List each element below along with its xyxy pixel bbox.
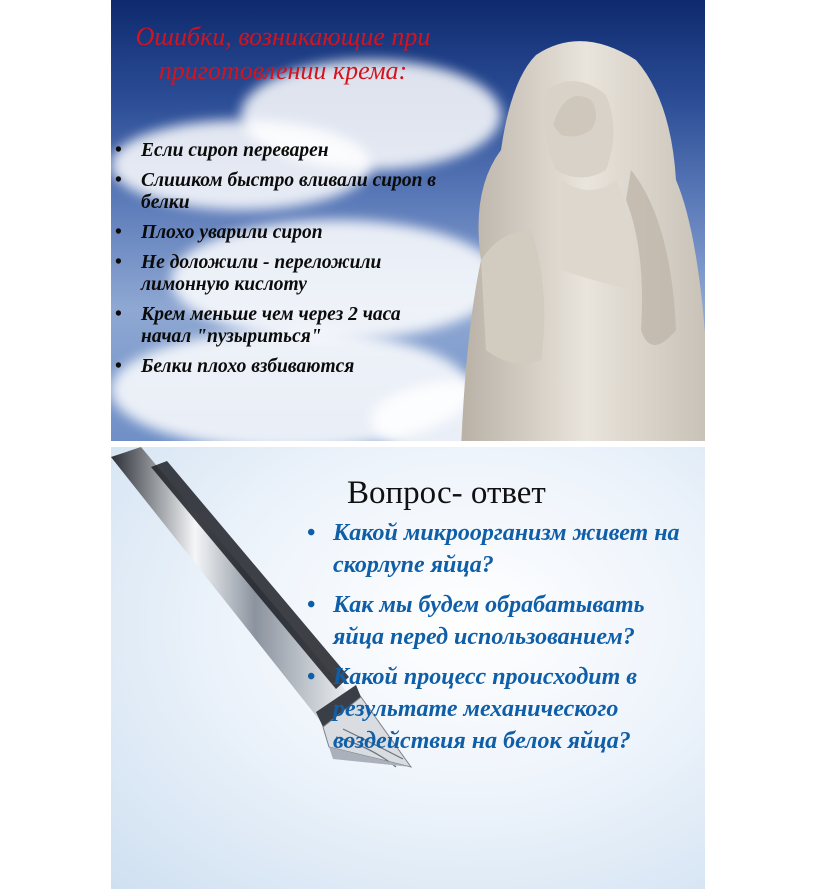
- bullet-icon: •: [115, 356, 122, 377]
- slide2-title: Вопрос- ответ: [347, 475, 546, 511]
- statue-image: [441, 30, 705, 441]
- list-item: • Слишком быстро вливали сироп в белки: [115, 170, 436, 213]
- bullet-icon: •: [115, 222, 122, 243]
- slide1-title: Ошибки, возникающие при приготовлении крема:: [135, 22, 431, 85]
- questions-list: [303, 517, 683, 765]
- bullet-icon: •: [115, 140, 122, 161]
- list-item: • Как мы будем обрабатывать яйца перед использованием?: [303, 589, 683, 653]
- list-item: • Плохо уварили сироп: [115, 222, 323, 243]
- list-item: • Какой процесс происходит в результате механического воздействия на белок яйца?: [303, 661, 683, 757]
- bullet-icon: •: [115, 304, 122, 325]
- list-item: • Крем меньше чем через 2 часа начал "пузыриться": [115, 304, 401, 347]
- list-item: • Если сироп переварен: [115, 140, 329, 161]
- bullet-icon: •: [307, 664, 316, 690]
- bullet-icon: •: [115, 252, 122, 273]
- slide-questions: [111, 447, 705, 889]
- slide-errors: [111, 0, 705, 441]
- bullet-icon: •: [115, 170, 122, 191]
- bullet-icon: •: [307, 520, 316, 546]
- list-item: • Не доложили - переложили лимонную кислоту: [115, 252, 382, 295]
- list-item: • Белки плохо взбиваются: [115, 356, 355, 377]
- list-item: • Какой микроорганизм живет на скорлупе яйца?: [303, 517, 683, 581]
- bullet-icon: •: [307, 592, 316, 618]
- errors-list: [111, 140, 451, 386]
